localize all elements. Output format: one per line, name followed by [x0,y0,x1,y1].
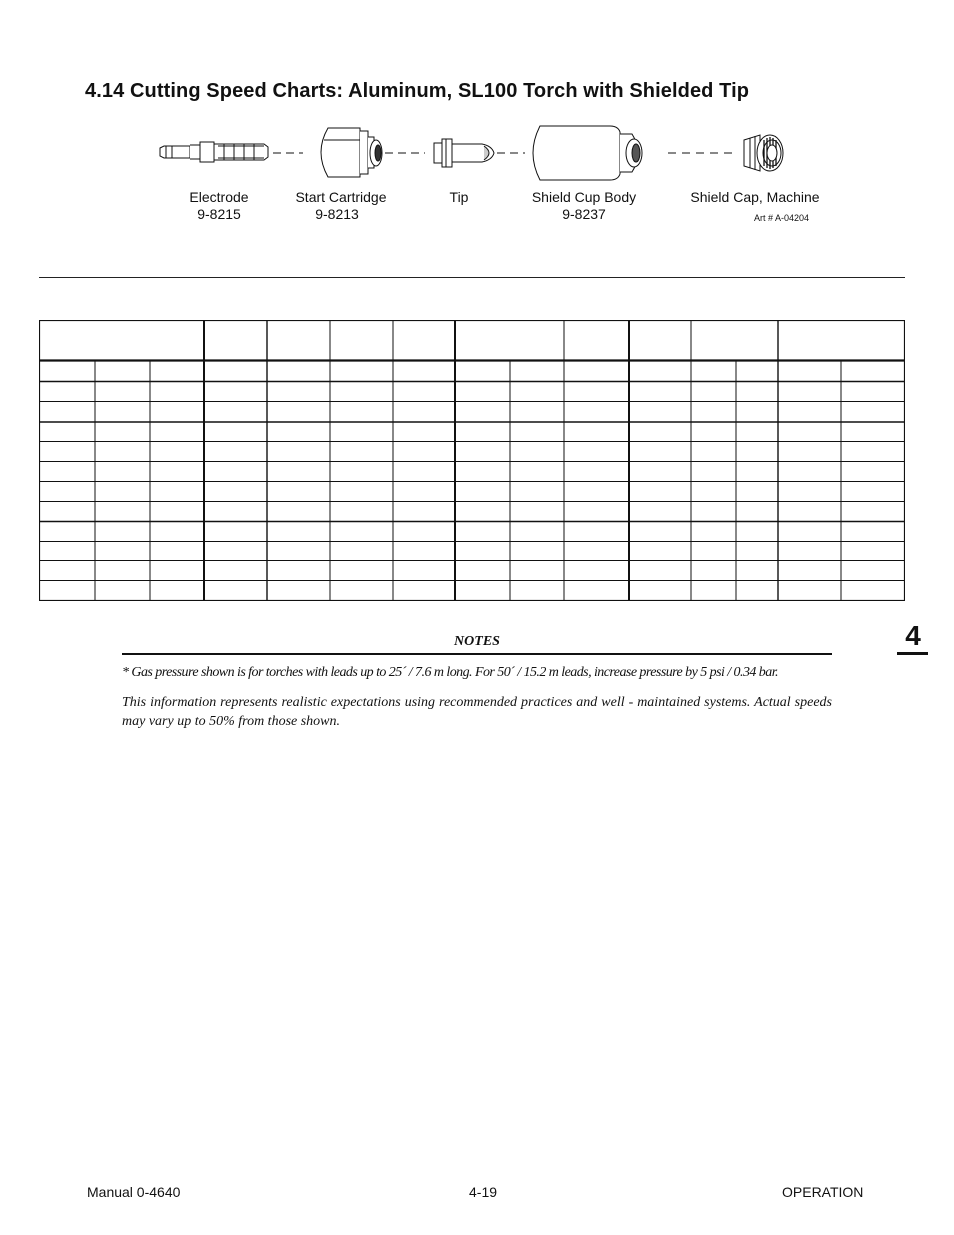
part-number: 9-8237 [562,206,606,222]
section-divider [39,277,905,278]
note-gas-pressure: * Gas pressure shown is for torches with leads up to 25´ / 7.6 m long. For 50´ / 15.2 m leads, increase pressure by 5 psi / 0.34 bar. [122,665,779,680]
section-tab-rule [897,652,928,655]
part-name: Shield Cap, Machine [690,189,820,205]
part-tip [439,189,479,206]
footer-section: OPERATION [782,1184,864,1200]
notes-heading: NOTES [122,634,832,655]
part-number: 9-8215 [197,206,241,222]
part-name: Shield Cup Body [531,189,637,205]
art-number: Art # A-04204 [754,213,810,223]
part-name: Start Cartridge [295,189,387,205]
start-cartridge-icon [321,128,382,177]
section-tab: 4 [905,620,921,651]
footer-page-number: 4-19 [469,1184,498,1200]
electrode-icon [160,142,268,162]
page-title: 4.14 Cutting Speed Charts: Aluminum, SL100 Torch with Shielded Tip [85,80,750,102]
part-shield-cup-body [524,189,644,223]
notes-section [122,634,832,731]
part-electrode [179,189,259,223]
shield-cup-body-icon [533,126,642,180]
part-name: Tip [449,189,469,205]
consumable-parts-illustration [150,122,810,188]
part-shield-cap [685,189,825,206]
footer-manual: Manual 0-4640 [87,1184,181,1200]
cutting-speed-table [39,320,905,601]
part-name: Electrode [189,189,249,205]
shield-cap-icon [744,135,783,171]
part-start-cartridge [286,189,396,223]
tip-icon [434,139,494,167]
part-number: 9-8213 [315,206,359,222]
note-realistic-expectations: This information represents realistic expectations using recommended practices and well - maintained systems. Actual speeds may vary up to 50% from those shown. [122,695,832,729]
